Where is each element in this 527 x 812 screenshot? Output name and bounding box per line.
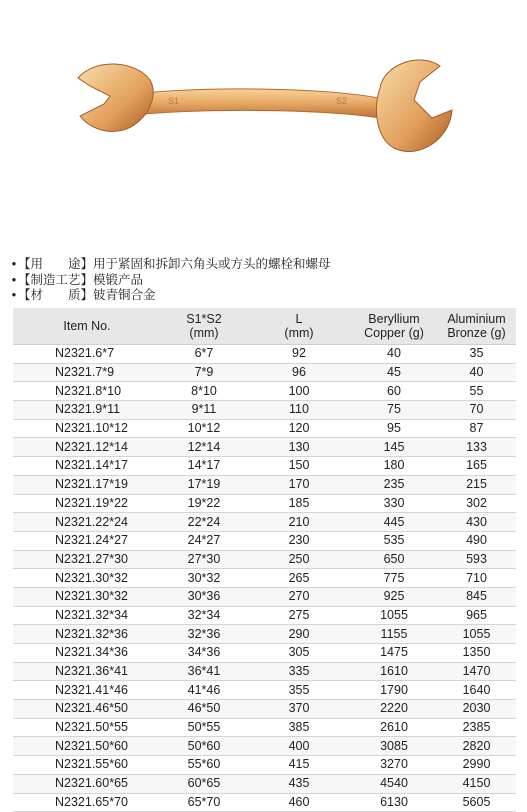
cell-beryllium-weight: 180: [351, 457, 437, 476]
wrench-image: [0, 0, 527, 250]
cell-aluminium-weight: 165: [437, 457, 516, 476]
cell-item-no: N2321.36*41: [13, 662, 161, 681]
cell-item-no: N2321.12*14: [13, 438, 161, 457]
cell-length: 400: [247, 737, 351, 756]
cell-beryllium-weight: 535: [351, 531, 437, 550]
cell-s1s2: 12*14: [161, 438, 247, 457]
cell-item-no: N2321.41*46: [13, 681, 161, 700]
spec-material: • 【材 质】铍青铜合金: [11, 288, 156, 302]
cell-s1s2: 34*36: [161, 644, 247, 663]
cell-item-no: N2321.6*7: [13, 345, 161, 364]
cell-item-no: N2321.46*50: [13, 700, 161, 719]
cell-aluminium-weight: 965: [437, 606, 516, 625]
cell-length: 270: [247, 587, 351, 606]
spec-table: [13, 308, 516, 812]
cell-length: 305: [247, 644, 351, 663]
cell-item-no: N2321.24*27: [13, 531, 161, 550]
cell-s1s2: 19*22: [161, 494, 247, 513]
cell-length: 265: [247, 569, 351, 588]
cell-aluminium-weight: 4150: [437, 774, 516, 793]
cell-s1s2: 17*19: [161, 475, 247, 494]
cell-beryllium-weight: 235: [351, 475, 437, 494]
table-row: [13, 494, 516, 513]
table-header-row: [13, 308, 516, 345]
cell-item-no: N2321.55*60: [13, 756, 161, 775]
cell-length: 96: [247, 363, 351, 382]
table-row: [13, 438, 516, 457]
cell-length: 230: [247, 531, 351, 550]
header-aluminium: Aluminium Bronze (g): [437, 308, 516, 345]
cell-s1s2: 9*11: [161, 401, 247, 420]
cell-aluminium-weight: 215: [437, 475, 516, 494]
cell-length: 290: [247, 625, 351, 644]
cell-s1s2: 32*36: [161, 625, 247, 644]
cell-beryllium-weight: 40: [351, 345, 437, 364]
cell-s1s2: 32*34: [161, 606, 247, 625]
cell-beryllium-weight: 75: [351, 401, 437, 420]
cell-aluminium-weight: 2990: [437, 756, 516, 775]
table-row: [13, 569, 516, 588]
cell-beryllium-weight: 330: [351, 494, 437, 513]
table-row: [13, 737, 516, 756]
table-row: [13, 345, 516, 364]
cell-item-no: N2321.7*9: [13, 363, 161, 382]
cell-length: 100: [247, 382, 351, 401]
cell-length: 110: [247, 401, 351, 420]
cell-s1s2: 30*36: [161, 587, 247, 606]
spec-process: • 【制造工艺】模锻产品: [11, 272, 144, 287]
cell-item-no: N2321.9*11: [13, 401, 161, 420]
cell-aluminium-weight: 35: [437, 345, 516, 364]
cell-length: 385: [247, 718, 351, 737]
cell-s1s2: 65*70: [161, 793, 247, 812]
cell-s1s2: 50*60: [161, 737, 247, 756]
cell-item-no: N2321.30*32: [13, 569, 161, 588]
cell-beryllium-weight: 3085: [351, 737, 437, 756]
cell-s1s2: 60*65: [161, 774, 247, 793]
cell-item-no: N2321.50*55: [13, 718, 161, 737]
cell-beryllium-weight: 45: [351, 363, 437, 382]
cell-aluminium-weight: 2820: [437, 737, 516, 756]
cell-aluminium-weight: 2030: [437, 700, 516, 719]
cell-aluminium-weight: 70: [437, 401, 516, 420]
cell-s1s2: 10*12: [161, 419, 247, 438]
bullet-icon: •: [11, 272, 17, 287]
cell-item-no: N2321.27*30: [13, 550, 161, 569]
cell-item-no: N2321.50*60: [13, 737, 161, 756]
cell-aluminium-weight: 55: [437, 382, 516, 401]
table-row: [13, 700, 516, 719]
cell-beryllium-weight: 60: [351, 382, 437, 401]
cell-aluminium-weight: 710: [437, 569, 516, 588]
table-row: [13, 718, 516, 737]
product-image-area: [0, 0, 527, 250]
cell-length: 415: [247, 756, 351, 775]
cell-aluminium-weight: 1055: [437, 625, 516, 644]
cell-s1s2: 41*46: [161, 681, 247, 700]
cell-item-no: N2321.32*36: [13, 625, 161, 644]
cell-beryllium-weight: 2220: [351, 700, 437, 719]
cell-s1s2: 22*24: [161, 513, 247, 532]
cell-s1s2: 6*7: [161, 345, 247, 364]
table-row: [13, 531, 516, 550]
cell-length: 170: [247, 475, 351, 494]
cell-beryllium-weight: 650: [351, 550, 437, 569]
bullet-icon: •: [11, 288, 17, 302]
cell-item-no: N2321.30*32: [13, 587, 161, 606]
cell-item-no: N2321.65*70: [13, 793, 161, 812]
cell-beryllium-weight: 1155: [351, 625, 437, 644]
table-row: [13, 756, 516, 775]
cell-beryllium-weight: 95: [351, 419, 437, 438]
table-row: [13, 587, 516, 606]
cell-aluminium-weight: 1640: [437, 681, 516, 700]
header-beryllium: Beryllium Copper (g): [351, 308, 437, 345]
table-row: [13, 513, 516, 532]
cell-beryllium-weight: 2610: [351, 718, 437, 737]
cell-s1s2: 50*55: [161, 718, 247, 737]
cell-item-no: N2321.34*36: [13, 644, 161, 663]
cell-s1s2: 8*10: [161, 382, 247, 401]
cell-beryllium-weight: 925: [351, 587, 437, 606]
table-row: [13, 774, 516, 793]
cell-s1s2: 46*50: [161, 700, 247, 719]
cell-length: 210: [247, 513, 351, 532]
cell-length: 355: [247, 681, 351, 700]
table-row: [13, 457, 516, 476]
cell-beryllium-weight: 1475: [351, 644, 437, 663]
cell-length: 92: [247, 345, 351, 364]
table-row: [13, 550, 516, 569]
cell-length: 185: [247, 494, 351, 513]
cell-s1s2: 27*30: [161, 550, 247, 569]
cell-aluminium-weight: 40: [437, 363, 516, 382]
cell-item-no: N2321.14*17: [13, 457, 161, 476]
cell-length: 460: [247, 793, 351, 812]
cell-length: 275: [247, 606, 351, 625]
cell-aluminium-weight: 1350: [437, 644, 516, 663]
cell-length: 130: [247, 438, 351, 457]
cell-beryllium-weight: 145: [351, 438, 437, 457]
cell-length: 370: [247, 700, 351, 719]
spec-usage: • 【用 途】用于紧固和拆卸六角头或方头的螺栓和螺母: [11, 257, 331, 271]
header-s1s2: S1*S2 (mm): [161, 308, 247, 345]
header-length: L (mm): [247, 308, 351, 345]
wrench-label-s1: S1: [168, 96, 180, 106]
cell-beryllium-weight: 445: [351, 513, 437, 532]
cell-length: 120: [247, 419, 351, 438]
table-row: [13, 625, 516, 644]
cell-item-no: N2321.32*34: [13, 606, 161, 625]
cell-item-no: N2321.19*22: [13, 494, 161, 513]
table-row: [13, 793, 516, 812]
cell-aluminium-weight: 593: [437, 550, 516, 569]
cell-beryllium-weight: 775: [351, 569, 437, 588]
cell-aluminium-weight: 87: [437, 419, 516, 438]
cell-length: 435: [247, 774, 351, 793]
table-row: [13, 644, 516, 663]
table-row: [13, 475, 516, 494]
cell-aluminium-weight: 133: [437, 438, 516, 457]
cell-length: 250: [247, 550, 351, 569]
cell-item-no: N2321.60*65: [13, 774, 161, 793]
table-row: [13, 363, 516, 382]
cell-s1s2: 55*60: [161, 756, 247, 775]
cell-aluminium-weight: 490: [437, 531, 516, 550]
cell-beryllium-weight: 3270: [351, 756, 437, 775]
cell-aluminium-weight: 430: [437, 513, 516, 532]
cell-aluminium-weight: 302: [437, 494, 516, 513]
table-row: [13, 401, 516, 420]
spec-list: [10, 257, 520, 304]
cell-beryllium-weight: 1790: [351, 681, 437, 700]
cell-aluminium-weight: 5605: [437, 793, 516, 812]
cell-length: 150: [247, 457, 351, 476]
cell-aluminium-weight: 1470: [437, 662, 516, 681]
cell-beryllium-weight: 6130: [351, 793, 437, 812]
cell-beryllium-weight: 4540: [351, 774, 437, 793]
cell-beryllium-weight: 1610: [351, 662, 437, 681]
table-row: [13, 382, 516, 401]
cell-item-no: N2321.22*24: [13, 513, 161, 532]
cell-item-no: N2321.8*10: [13, 382, 161, 401]
table-row: [13, 681, 516, 700]
cell-s1s2: 7*9: [161, 363, 247, 382]
cell-s1s2: 30*32: [161, 569, 247, 588]
header-item-no: Item No.: [13, 308, 161, 345]
table-row: [13, 606, 516, 625]
bullet-icon: •: [11, 257, 17, 271]
cell-beryllium-weight: 1055: [351, 606, 437, 625]
table-row: [13, 662, 516, 681]
cell-item-no: N2321.10*12: [13, 419, 161, 438]
cell-s1s2: 24*27: [161, 531, 247, 550]
cell-s1s2: 14*17: [161, 457, 247, 476]
table-row: [13, 419, 516, 438]
cell-item-no: N2321.17*19: [13, 475, 161, 494]
wrench-label-s2: S2: [336, 96, 348, 106]
cell-length: 335: [247, 662, 351, 681]
cell-aluminium-weight: 845: [437, 587, 516, 606]
cell-aluminium-weight: 2385: [437, 718, 516, 737]
cell-s1s2: 36*41: [161, 662, 247, 681]
